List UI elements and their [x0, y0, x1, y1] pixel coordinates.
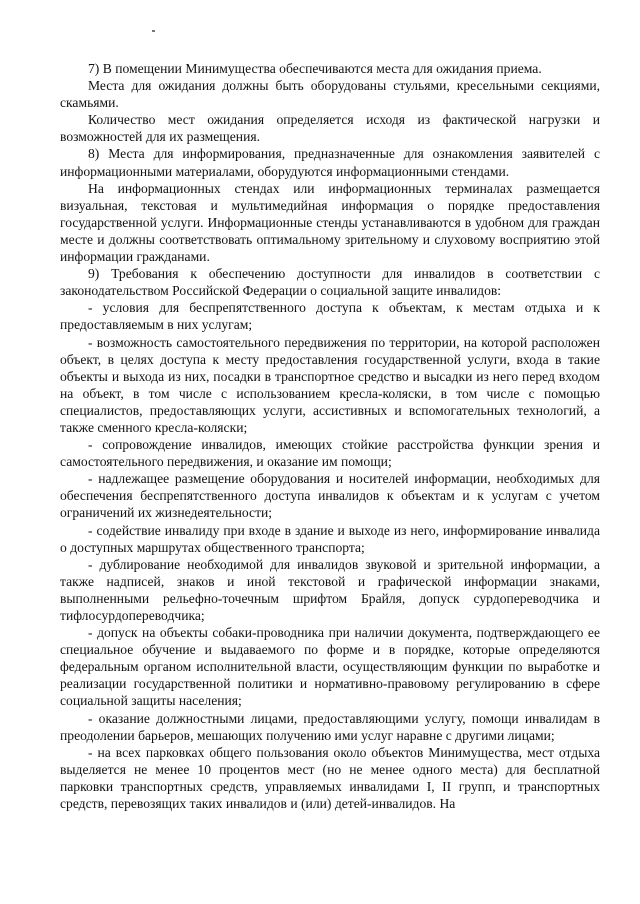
paragraph-info-places: 8) Места для информирования, предназначенные для ознакомления заявителей с информационными материалами, оборудуются информационными стендами.: [60, 146, 600, 179]
list-item-equipment-placement: - надлежащее размещение оборудования и носителей информации, необходимых для обеспечения беспрепятственного доступа инвалидов к объектам и к услугам с учетом ограничений их жизнедеятельности;: [60, 471, 600, 521]
list-item-parking: - на всех парковках общего пользования около объектов Минимущества, мест отдыха выделяется не менее 10 процентов мест (но не менее одного места) для бесплатной парковки транспортных средств, управляемых инвалидами I, II групп, и транспортных средств, перевозящих таких инвалидов и (или) детей-инвалидов. На: [60, 744, 600, 812]
list-item-access-conditions: - условия для беспрепятственного доступа к объектам, к местам отдыха и к предоставляемым в них услугам;: [60, 300, 600, 333]
paragraph-info-stands: На информационных стендах или информационных терминалах размещается визуальная, текстовая и мультимедийная информация о порядке предоставления государственной услуги. Информационные стенды устанавливаются в удобном для граждан месте и должны соответствовать оптимальному зрительному и слуховому восприятию этой информации гражданами.: [60, 180, 600, 265]
list-item-staff-help: - оказание должностными лицами, предоставляющими услугу, помощи инвалидам в преодолении барьеров, мешающих получению ими услуг наравне с другими лицами;: [60, 710, 600, 743]
paragraph-accessibility-requirements: 9) Требования к обеспечению доступности для инвалидов в соответствии с законодательством Российской Федерации о социальной защите инвалидов:: [60, 266, 600, 299]
paragraph-waiting-count: Количество мест ожидания определяется исходя из фактической нагрузки и возможностей для их размещения.: [60, 112, 600, 145]
scan-mark: [152, 30, 155, 32]
document-page: [60, 60, 600, 812]
list-item-entry-assistance: - содействие инвалиду при входе в здание и выходе из него, информирование инвалида о доступных маршрутах общественного транспорта;: [60, 522, 600, 555]
list-item-guide-dog: - допуск на объекты собаки-проводника при наличии документа, подтверждающего ее специальное обучение и выдаваемого по форме и в порядке, которые определяются федеральным органом исполнительной власти, осуществляющим функции по выработке и реализации государственной политики и нормативно-правовому регулированию в сфере социальной защиты населения;: [60, 625, 600, 709]
paragraph-waiting-places: 7) В помещении Минимущества обеспечиваются места для ожидания приема.: [88, 61, 542, 76]
list-item-independent-movement: - возможность самостоятельного передвижения по территории, на которой расположен объект, в целях доступа к месту предоставления государственной услуги, входа в такие объекты и выхода из них, посадки в транспортное средство и высадки из него перед входом на объект, в том числе с использованием кресла-коляски, в том числе с помощью специалистов, предоставляющих услуги, ассистивных и вспомогательных технологий, а также сменного кресла-коляски;: [60, 334, 600, 435]
list-item-escort: - сопровождение инвалидов, имеющих стойкие расстройства функции зрения и самостоятельного передвижения, и оказание им помощи;: [60, 437, 600, 470]
paragraph-waiting-furniture: Места для ожидания должны быть оборудованы стульями, кресельными секциями, скамьями.: [60, 78, 600, 111]
list-item-information-duplication: - дублирование необходимой для инвалидов звуковой и зрительной информации, а также надписей, знаков и иной текстовой и графической информации знаками, выполненными рельефно-точечным шрифтом Брайля, допуск сурдопереводчика и тифлосурдопереводчика;: [60, 556, 600, 623]
